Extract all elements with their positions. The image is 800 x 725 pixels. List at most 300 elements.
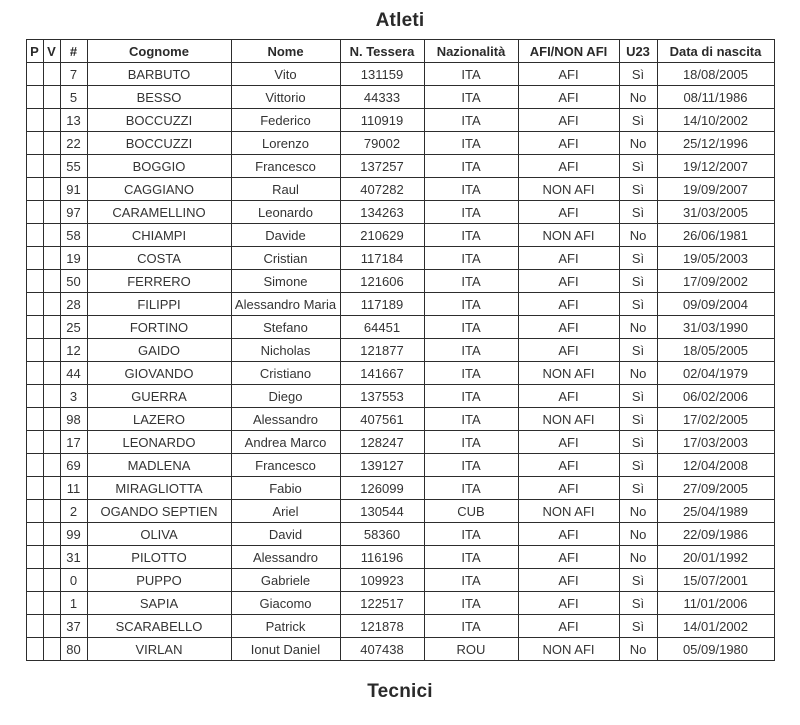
cell-num: 31	[60, 546, 87, 569]
cell-p	[26, 247, 43, 270]
cell-nascita: 22/09/1986	[657, 523, 774, 546]
cell-tessera: 109923	[340, 569, 424, 592]
cell-tessera: 141667	[340, 362, 424, 385]
cell-num: 2	[60, 500, 87, 523]
cell-afi: AFI	[518, 569, 619, 592]
cell-nazionalita: ITA	[424, 178, 518, 201]
cell-tessera: 131159	[340, 63, 424, 86]
cell-u23: Sì	[619, 109, 657, 132]
cell-nome: Francesco	[231, 155, 340, 178]
column-header-p: P	[26, 40, 43, 63]
cell-nome: Fabio	[231, 477, 340, 500]
cell-afi: NON AFI	[518, 224, 619, 247]
cell-tessera: 137553	[340, 385, 424, 408]
cell-nome: Lorenzo	[231, 132, 340, 155]
cell-nazionalita: ITA	[424, 408, 518, 431]
cell-v	[43, 408, 60, 431]
cell-tessera: 126099	[340, 477, 424, 500]
cell-tessera: 121606	[340, 270, 424, 293]
cell-nome: Davide	[231, 224, 340, 247]
cell-u23: Sì	[619, 339, 657, 362]
athlete-row	[26, 546, 774, 569]
cell-p	[26, 339, 43, 362]
cell-p	[26, 63, 43, 86]
cell-v	[43, 454, 60, 477]
cell-nazionalita: ITA	[424, 569, 518, 592]
cell-nascita: 31/03/1990	[657, 316, 774, 339]
cell-p	[26, 155, 43, 178]
cell-u23: Sì	[619, 592, 657, 615]
athlete-row	[26, 224, 774, 247]
cell-v	[43, 546, 60, 569]
cell-nascita: 17/09/2002	[657, 270, 774, 293]
cell-p	[26, 477, 43, 500]
cell-p	[26, 201, 43, 224]
cell-afi: AFI	[518, 615, 619, 638]
cell-afi: AFI	[518, 293, 619, 316]
cell-tessera: 210629	[340, 224, 424, 247]
column-header-u23: U23	[619, 40, 657, 63]
cell-cognome: CHIAMPI	[87, 224, 231, 247]
cell-tessera: 122517	[340, 592, 424, 615]
cell-num: 98	[60, 408, 87, 431]
cell-tessera: 121877	[340, 339, 424, 362]
cell-num: 58	[60, 224, 87, 247]
cell-num: 11	[60, 477, 87, 500]
cell-nome: Alessandro	[231, 408, 340, 431]
cell-num: 55	[60, 155, 87, 178]
column-header-afi: AFI/NON AFI	[518, 40, 619, 63]
cell-num: 80	[60, 638, 87, 661]
cell-nascita: 08/11/1986	[657, 86, 774, 109]
cell-nascita: 25/12/1996	[657, 132, 774, 155]
cell-tessera: 110919	[340, 109, 424, 132]
cell-cognome: FERRERO	[87, 270, 231, 293]
cell-nazionalita: ITA	[424, 523, 518, 546]
athlete-row	[26, 385, 774, 408]
cell-cognome: CARAMELLINO	[87, 201, 231, 224]
cell-v	[43, 385, 60, 408]
cell-nazionalita: ITA	[424, 86, 518, 109]
cell-nome: Vito	[231, 63, 340, 86]
cell-afi: AFI	[518, 63, 619, 86]
cell-nazionalita: ITA	[424, 316, 518, 339]
cell-afi: NON AFI	[518, 408, 619, 431]
cell-cognome: SAPIA	[87, 592, 231, 615]
cell-p	[26, 316, 43, 339]
cell-nascita: 14/10/2002	[657, 109, 774, 132]
cell-p	[26, 293, 43, 316]
cell-nascita: 19/12/2007	[657, 155, 774, 178]
cell-num: 0	[60, 569, 87, 592]
cell-tessera: 407561	[340, 408, 424, 431]
cell-v	[43, 500, 60, 523]
column-header-nazionalita: Nazionalità	[424, 40, 518, 63]
cell-tessera: 128247	[340, 431, 424, 454]
cell-afi: AFI	[518, 109, 619, 132]
cell-afi: AFI	[518, 201, 619, 224]
cell-num: 19	[60, 247, 87, 270]
cell-cognome: BOGGIO	[87, 155, 231, 178]
cell-nazionalita: ITA	[424, 109, 518, 132]
cell-u23: Sì	[619, 247, 657, 270]
cell-afi: AFI	[518, 316, 619, 339]
cell-nascita: 19/09/2007	[657, 178, 774, 201]
cell-cognome: FORTINO	[87, 316, 231, 339]
athlete-row	[26, 109, 774, 132]
cell-p	[26, 615, 43, 638]
column-header-v: V	[43, 40, 60, 63]
cell-u23: No	[619, 500, 657, 523]
cell-nome: David	[231, 523, 340, 546]
cell-afi: AFI	[518, 385, 619, 408]
cell-p	[26, 408, 43, 431]
cell-u23: Sì	[619, 569, 657, 592]
cell-p	[26, 224, 43, 247]
cell-p	[26, 362, 43, 385]
cell-afi: AFI	[518, 155, 619, 178]
cell-cognome: OGANDO SEPTIEN	[87, 500, 231, 523]
cell-u23: Sì	[619, 293, 657, 316]
athlete-row	[26, 638, 774, 661]
cell-nazionalita: ITA	[424, 477, 518, 500]
cell-cognome: COSTA	[87, 247, 231, 270]
column-header-num: #	[60, 40, 87, 63]
cell-nome: Ionut Daniel	[231, 638, 340, 661]
cell-p	[26, 132, 43, 155]
cell-nazionalita: ITA	[424, 132, 518, 155]
cell-nascita: 14/01/2002	[657, 615, 774, 638]
cell-v	[43, 339, 60, 362]
table-body	[26, 63, 774, 661]
cell-nazionalita: ITA	[424, 201, 518, 224]
cell-nome: Vittorio	[231, 86, 340, 109]
cell-cognome: GAIDO	[87, 339, 231, 362]
cell-v	[43, 109, 60, 132]
cell-tessera: 64451	[340, 316, 424, 339]
page-title: Atleti	[375, 10, 425, 31]
cell-nascita: 02/04/1979	[657, 362, 774, 385]
cell-p	[26, 385, 43, 408]
cell-nome: Giacomo	[231, 592, 340, 615]
cell-p	[26, 270, 43, 293]
cell-nazionalita: ITA	[424, 385, 518, 408]
cell-u23: Sì	[619, 201, 657, 224]
cell-num: 99	[60, 523, 87, 546]
cell-nazionalita: ITA	[424, 592, 518, 615]
cell-nascita: 17/03/2003	[657, 431, 774, 454]
cell-tessera: 134263	[340, 201, 424, 224]
cell-num: 1	[60, 592, 87, 615]
cell-nazionalita: ROU	[424, 638, 518, 661]
cell-nome: Andrea Marco	[231, 431, 340, 454]
cell-p	[26, 500, 43, 523]
cell-nascita: 05/09/1980	[657, 638, 774, 661]
cell-nome: Cristiano	[231, 362, 340, 385]
cell-nome: Gabriele	[231, 569, 340, 592]
cell-tessera: 79002	[340, 132, 424, 155]
athlete-row	[26, 454, 774, 477]
cell-v	[43, 316, 60, 339]
cell-nazionalita: ITA	[424, 270, 518, 293]
column-header-cognome: Cognome	[87, 40, 231, 63]
cell-tessera: 407282	[340, 178, 424, 201]
cell-v	[43, 592, 60, 615]
cell-nazionalita: ITA	[424, 224, 518, 247]
cell-v	[43, 224, 60, 247]
cell-afi: AFI	[518, 247, 619, 270]
cell-tessera: 121878	[340, 615, 424, 638]
cell-afi: AFI	[518, 477, 619, 500]
cell-u23: Sì	[619, 178, 657, 201]
cell-cognome: BOCCUZZI	[87, 109, 231, 132]
cell-nome: Raul	[231, 178, 340, 201]
cell-nascita: 19/05/2003	[657, 247, 774, 270]
cell-u23: No	[619, 132, 657, 155]
cell-nome: Diego	[231, 385, 340, 408]
cell-u23: No	[619, 224, 657, 247]
cell-nazionalita: ITA	[424, 247, 518, 270]
cell-u23: Sì	[619, 431, 657, 454]
athlete-row	[26, 293, 774, 316]
cell-u23: No	[619, 546, 657, 569]
cell-nome: Stefano	[231, 316, 340, 339]
cell-nome: Francesco	[231, 454, 340, 477]
cell-tessera: 116196	[340, 546, 424, 569]
cell-u23: Sì	[619, 454, 657, 477]
cell-nascita: 27/09/2005	[657, 477, 774, 500]
cell-afi: NON AFI	[518, 638, 619, 661]
athlete-row	[26, 615, 774, 638]
cell-cognome: BESSO	[87, 86, 231, 109]
cell-v	[43, 178, 60, 201]
cell-num: 7	[60, 63, 87, 86]
cell-u23: Sì	[619, 385, 657, 408]
athlete-row	[26, 523, 774, 546]
cell-tessera: 407438	[340, 638, 424, 661]
cell-u23: No	[619, 638, 657, 661]
cell-v	[43, 155, 60, 178]
cell-nascita: 20/01/1992	[657, 546, 774, 569]
cell-p	[26, 523, 43, 546]
cell-v	[43, 293, 60, 316]
cell-v	[43, 362, 60, 385]
cell-u23: Sì	[619, 615, 657, 638]
cell-afi: NON AFI	[518, 500, 619, 523]
column-header-nome: Nome	[231, 40, 340, 63]
column-header-nascita: Data di nascita	[657, 40, 774, 63]
cell-nascita: 12/04/2008	[657, 454, 774, 477]
cell-u23: No	[619, 523, 657, 546]
cell-cognome: OLIVA	[87, 523, 231, 546]
cell-cognome: GUERRA	[87, 385, 231, 408]
cell-tessera: 117184	[340, 247, 424, 270]
cell-tessera: 58360	[340, 523, 424, 546]
athlete-row	[26, 339, 774, 362]
cell-u23: Sì	[619, 270, 657, 293]
athlete-row	[26, 247, 774, 270]
cell-num: 97	[60, 201, 87, 224]
cell-v	[43, 201, 60, 224]
cell-u23: Sì	[619, 155, 657, 178]
cell-p	[26, 109, 43, 132]
cell-nazionalita: ITA	[424, 155, 518, 178]
cell-u23: Sì	[619, 63, 657, 86]
cell-tessera: 117189	[340, 293, 424, 316]
cell-nome: Alessandro	[231, 546, 340, 569]
cell-cognome: FILIPPI	[87, 293, 231, 316]
cell-cognome: VIRLAN	[87, 638, 231, 661]
athlete-row	[26, 500, 774, 523]
cell-v	[43, 431, 60, 454]
cell-num: 50	[60, 270, 87, 293]
cell-u23: No	[619, 316, 657, 339]
cell-p	[26, 592, 43, 615]
cell-cognome: MIRAGLIOTTA	[87, 477, 231, 500]
cell-nascita: 26/06/1981	[657, 224, 774, 247]
cell-num: 37	[60, 615, 87, 638]
cell-tessera: 139127	[340, 454, 424, 477]
athlete-row	[26, 63, 774, 86]
cell-nazionalita: ITA	[424, 546, 518, 569]
cell-nascita: 18/08/2005	[657, 63, 774, 86]
cell-num: 12	[60, 339, 87, 362]
athletes-table	[26, 39, 775, 661]
cell-p	[26, 454, 43, 477]
cell-afi: NON AFI	[518, 178, 619, 201]
athlete-row	[26, 477, 774, 500]
cell-nome: Cristian	[231, 247, 340, 270]
cell-cognome: PILOTTO	[87, 546, 231, 569]
cell-nazionalita: ITA	[424, 615, 518, 638]
cell-cognome: LEONARDO	[87, 431, 231, 454]
cell-tessera: 137257	[340, 155, 424, 178]
cell-v	[43, 638, 60, 661]
cell-num: 22	[60, 132, 87, 155]
cell-num: 69	[60, 454, 87, 477]
cell-p	[26, 431, 43, 454]
cell-nome: Federico	[231, 109, 340, 132]
cell-num: 3	[60, 385, 87, 408]
athlete-row	[26, 431, 774, 454]
cell-u23: No	[619, 86, 657, 109]
cell-nome: Leonardo	[231, 201, 340, 224]
athlete-row	[26, 408, 774, 431]
cell-nascita: 06/02/2006	[657, 385, 774, 408]
cell-nascita: 11/01/2006	[657, 592, 774, 615]
cell-num: 13	[60, 109, 87, 132]
cell-num: 44	[60, 362, 87, 385]
cell-num: 28	[60, 293, 87, 316]
cell-v	[43, 132, 60, 155]
cell-nascita: 09/09/2004	[657, 293, 774, 316]
cell-v	[43, 270, 60, 293]
athlete-row	[26, 569, 774, 592]
cell-afi: NON AFI	[518, 362, 619, 385]
cell-cognome: BOCCUZZI	[87, 132, 231, 155]
cell-afi: AFI	[518, 86, 619, 109]
cell-nascita: 25/04/1989	[657, 500, 774, 523]
cell-afi: AFI	[518, 431, 619, 454]
cell-v	[43, 247, 60, 270]
cell-nascita: 15/07/2001	[657, 569, 774, 592]
athlete-row	[26, 270, 774, 293]
cell-v	[43, 615, 60, 638]
cell-cognome: BARBUTO	[87, 63, 231, 86]
cell-cognome: GIOVANDO	[87, 362, 231, 385]
athlete-row	[26, 592, 774, 615]
cell-v	[43, 63, 60, 86]
cell-nascita: 17/02/2005	[657, 408, 774, 431]
cell-p	[26, 178, 43, 201]
cell-nazionalita: ITA	[424, 63, 518, 86]
athlete-row	[26, 201, 774, 224]
cell-v	[43, 523, 60, 546]
cell-nome: Alessandro Maria	[231, 293, 340, 316]
cell-v	[43, 477, 60, 500]
cell-p	[26, 546, 43, 569]
cell-v	[43, 569, 60, 592]
cell-cognome: LAZERO	[87, 408, 231, 431]
cell-nome: Ariel	[231, 500, 340, 523]
table-header-row	[26, 40, 774, 63]
column-header-tessera: N. Tessera	[340, 40, 424, 63]
athlete-row	[26, 316, 774, 339]
cell-num: 25	[60, 316, 87, 339]
cell-cognome: CAGGIANO	[87, 178, 231, 201]
cell-nome: Patrick	[231, 615, 340, 638]
cell-nascita: 18/05/2005	[657, 339, 774, 362]
cell-u23: Sì	[619, 477, 657, 500]
cell-nazionalita: ITA	[424, 362, 518, 385]
cell-cognome: PUPPO	[87, 569, 231, 592]
cell-nascita: 31/03/2005	[657, 201, 774, 224]
cell-num: 91	[60, 178, 87, 201]
cell-num: 5	[60, 86, 87, 109]
cell-nome: Nicholas	[231, 339, 340, 362]
cell-nome: Simone	[231, 270, 340, 293]
cell-v	[43, 86, 60, 109]
cell-cognome: MADLENA	[87, 454, 231, 477]
athlete-row	[26, 155, 774, 178]
cell-u23: No	[619, 362, 657, 385]
cell-u23: Sì	[619, 408, 657, 431]
cell-afi: AFI	[518, 270, 619, 293]
cell-p	[26, 86, 43, 109]
cell-tessera: 44333	[340, 86, 424, 109]
cell-nazionalita: ITA	[424, 431, 518, 454]
cell-nazionalita: CUB	[424, 500, 518, 523]
cell-num: 17	[60, 431, 87, 454]
cell-afi: AFI	[518, 454, 619, 477]
cell-afi: AFI	[518, 132, 619, 155]
cell-afi: AFI	[518, 546, 619, 569]
cell-cognome: SCARABELLO	[87, 615, 231, 638]
cell-p	[26, 569, 43, 592]
cell-nazionalita: ITA	[424, 339, 518, 362]
cell-afi: AFI	[518, 339, 619, 362]
cell-afi: AFI	[518, 592, 619, 615]
cell-tessera: 130544	[340, 500, 424, 523]
cell-p	[26, 638, 43, 661]
cell-nazionalita: ITA	[424, 293, 518, 316]
athlete-row	[26, 178, 774, 201]
athlete-row	[26, 132, 774, 155]
athlete-row	[26, 362, 774, 385]
athlete-row	[26, 86, 774, 109]
cell-afi: AFI	[518, 523, 619, 546]
cell-nazionalita: ITA	[424, 454, 518, 477]
